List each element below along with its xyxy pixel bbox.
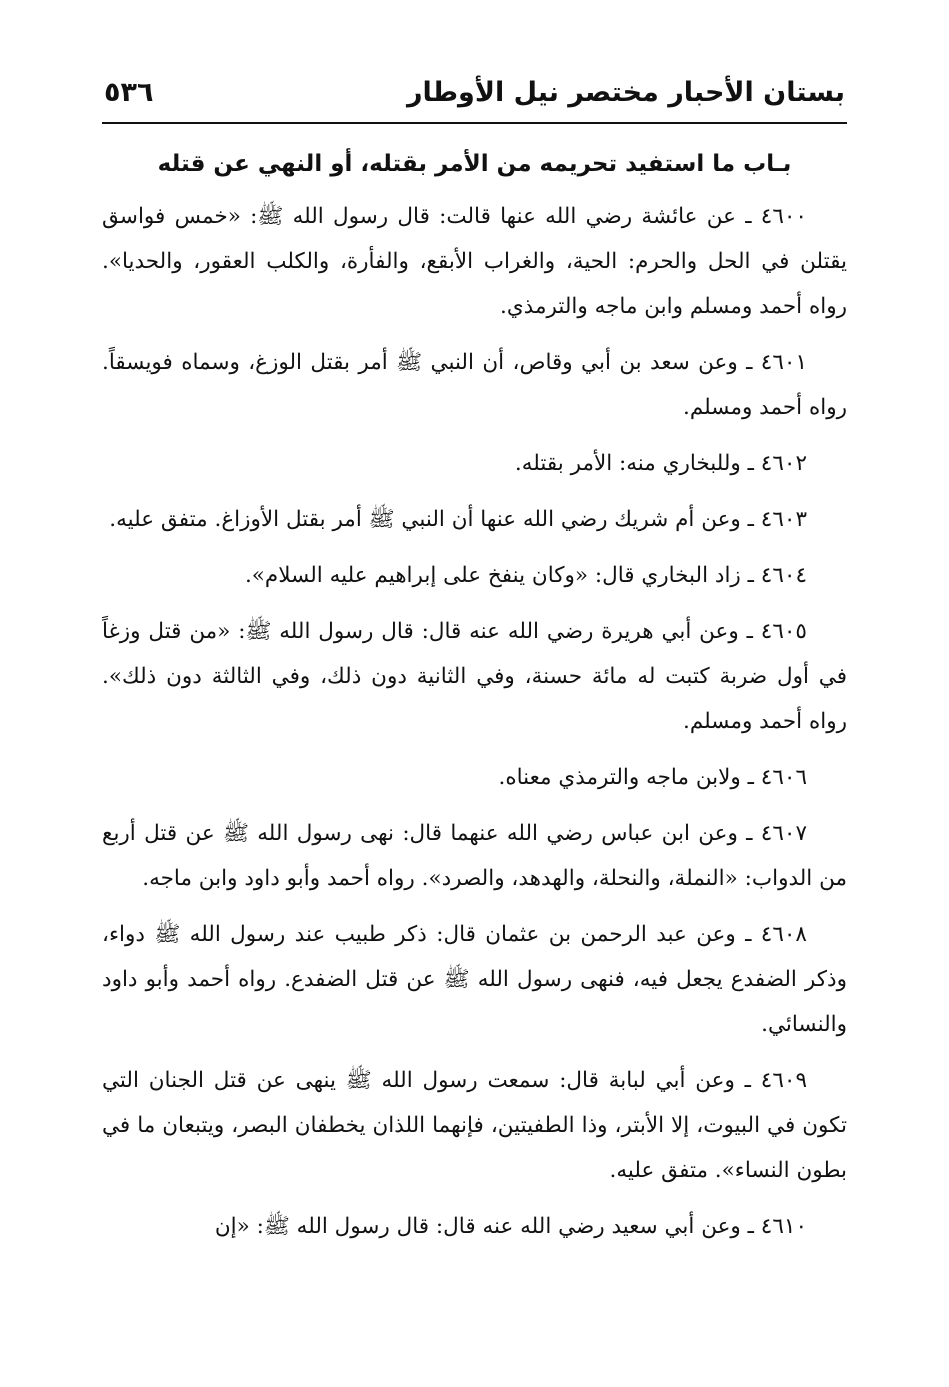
hadith-number: ٤٦٠٧ (760, 821, 807, 846)
hadith-number: ٤٦٠٩ (760, 1068, 807, 1093)
hadith-text: ـ عن عائشة رضي الله عنها قالت: قال رسول الله ﷺ: «خمس فواسق يقتلن في الحل والحرم: الحية، والغراب الأبقع، والفأرة، والكلب العقور، والحديا». رواه أحمد ومسلم وابن ماجه والترمذي. (102, 204, 847, 319)
hadith-number: ٤٦٠٤ (760, 563, 807, 588)
hadith-number: ٤٦٠٢ (760, 451, 807, 476)
hadith-paragraph (102, 912, 847, 1047)
book-title: بستان الأحبار مختصر نيل الأوطار (406, 77, 845, 108)
hadith-text: ـ وعن أبي لبابة قال: سمعت رسول الله ﷺ ينهى عن قتل الجنان التي تكون في البيوت، إلا الأبتر، وذا الطفيتين، فإنهما اللذان يخطفان البصر، ويتبعان ما في بطون النساء». متفق عليه. (102, 1068, 847, 1183)
hadith-text: ـ وعن سعد بن أبي وقاص، أن النبي ﷺ أمر بقتل الوزغ، وسماه فويسقاً. رواه أحمد ومسلم. (102, 350, 847, 420)
hadith-text: ـ وللبخاري منه: الأمر بقتله. (514, 451, 754, 476)
page-number: ٥٣٦ (104, 77, 154, 108)
hadith-paragraph (102, 497, 847, 542)
hadith-number: ٤٦٠٨ (760, 922, 807, 947)
hadith-paragraph (102, 340, 847, 430)
hadith-text: ـ زاد البخاري قال: «وكان ينفخ على إبراهيم عليه السلام». (244, 563, 754, 588)
hadith-text: ـ وعن ابن عباس رضي الله عنهما قال: نهى رسول الله ﷺ عن قتل أربع من الدواب: «النملة، والنحلة، والهدهد، والصرد». رواه أحمد وأبو داود وابن ماجه. (102, 821, 847, 891)
hadith-paragraph (102, 755, 847, 800)
hadith-number: ٤٦٠٥ (760, 619, 807, 644)
hadith-paragraph (102, 609, 847, 744)
hadith-number: ٤٦٠٠ (760, 204, 807, 229)
hadith-number: ٤٦٠١ (760, 350, 807, 375)
hadith-paragraph (102, 553, 847, 598)
hadith-paragraph (102, 811, 847, 901)
hadith-text: ـ وعن أبي هريرة رضي الله عنه قال: قال رسول الله ﷺ: «من قتل وزغاً في أول ضربة كتبت له مائة حسنة، وفي الثانية دون ذلك، وفي الثالثة دون ذلك». رواه أحمد ومسلم. (102, 619, 847, 734)
hadith-number: ٤٦٠٦ (760, 765, 807, 790)
hadith-paragraph (102, 441, 847, 486)
book-page (102, 70, 847, 1260)
hadith-paragraph (102, 194, 847, 329)
hadith-text: ـ وعن أم شريك رضي الله عنها أن النبي ﷺ أمر بقتل الأوزاغ. متفق عليه. (109, 507, 754, 532)
hadith-paragraph (102, 1204, 847, 1249)
chapter-title: بـاب ما استفيد تحريمه من الأمر بقتله، أو النهي عن قتله (157, 151, 792, 177)
hadith-text: ـ وعن أبي سعيد رضي الله عنه قال: قال رسول الله ﷺ: «إن (214, 1214, 754, 1239)
hadith-list (102, 194, 847, 1249)
hadith-text: ـ وعن عبد الرحمن بن عثمان قال: ذكر طبيب عند رسول الله ﷺ دواء، وذكر الضفدع يجعل فيه، فنهى رسول الله ﷺ عن قتل الضفدع. رواه أحمد وأبو داود والنسائي. (102, 922, 847, 1037)
hadith-text: ـ ولابن ماجه والترمذي معناه. (498, 765, 754, 790)
hadith-number: ٤٦١٠ (760, 1214, 807, 1239)
running-header (102, 70, 847, 124)
hadith-paragraph (102, 1058, 847, 1193)
hadith-number: ٤٦٠٣ (760, 507, 807, 532)
